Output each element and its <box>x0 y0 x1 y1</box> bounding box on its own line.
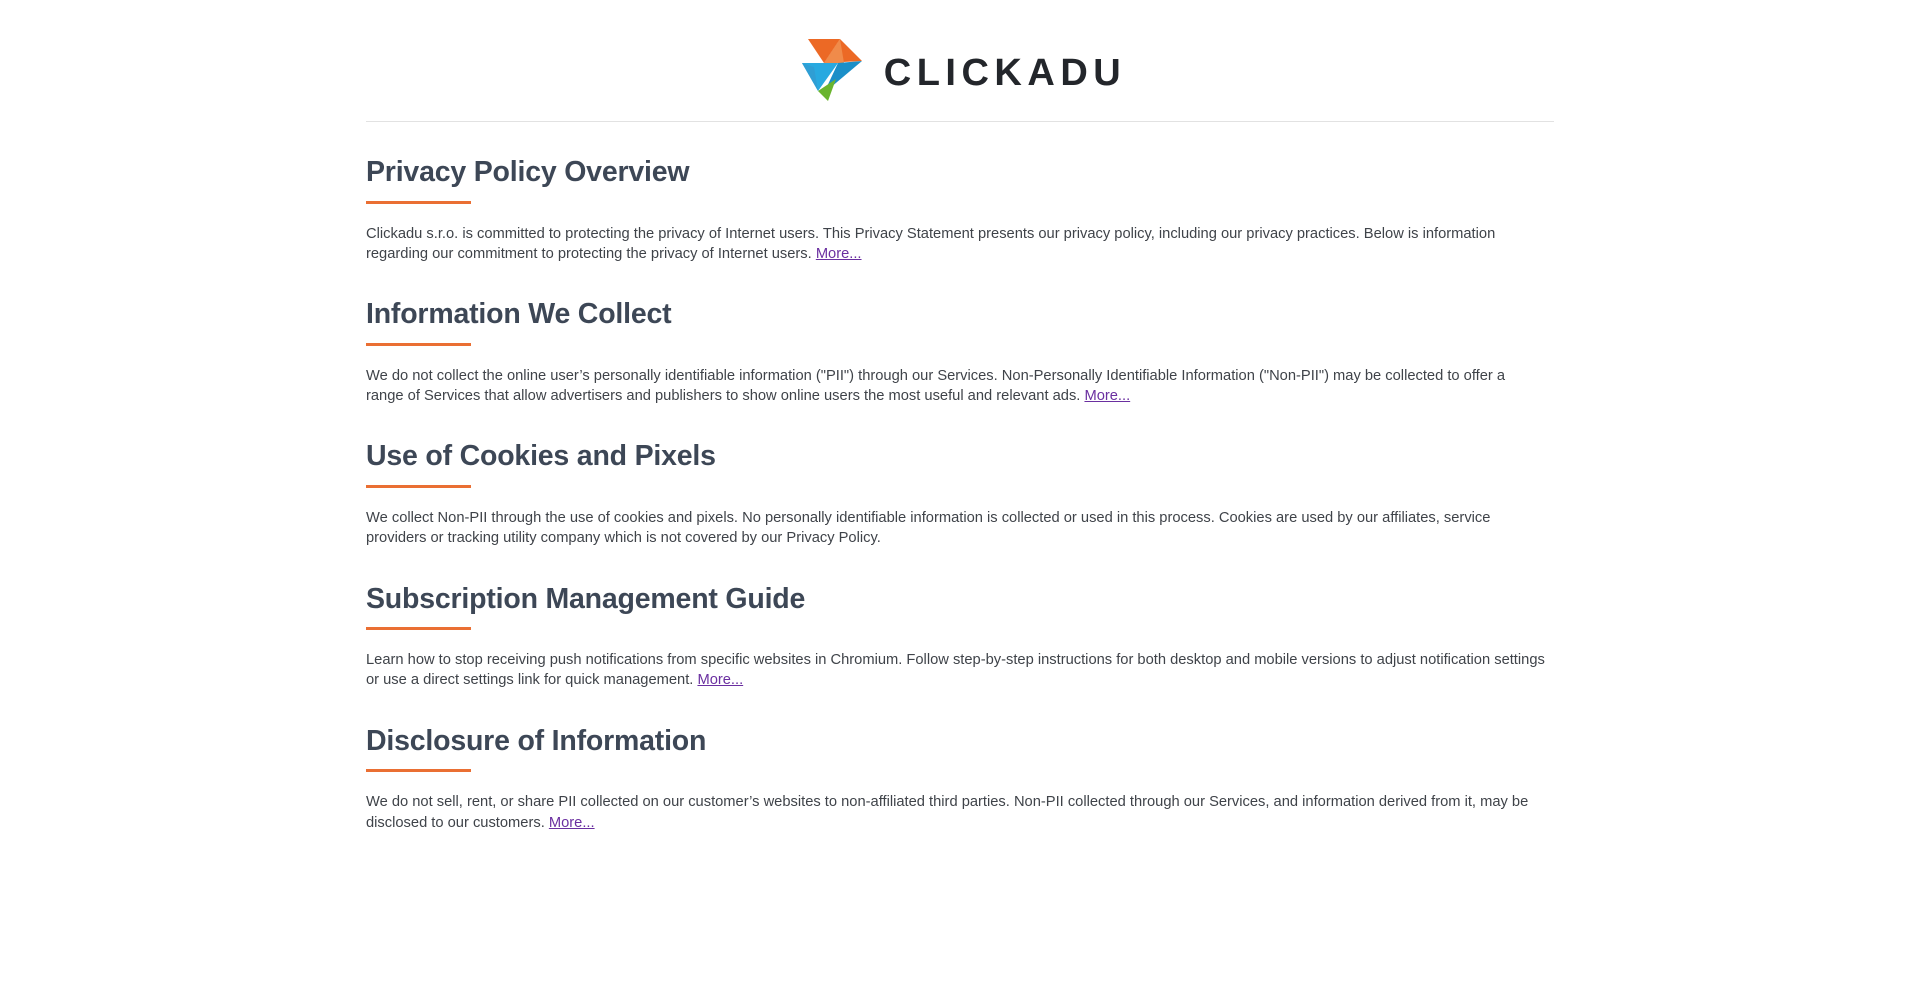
heading-underline <box>366 343 471 346</box>
section-information-we-collect <box>366 264 1554 406</box>
clickadu-wordmark: CLICKADU <box>883 51 1127 94</box>
section-body <box>366 224 1546 265</box>
heading-underline <box>366 627 471 630</box>
clickadu-logo-link[interactable] <box>794 33 1126 107</box>
more-link[interactable]: More... <box>548 814 595 831</box>
site-header <box>366 18 1554 122</box>
section-privacy-policy-overview <box>366 122 1554 264</box>
section-body-text: Clickadu s.r.o. is committed to protecting the privacy of Internet users. This Privacy Statement presents our privacy policy, including our privacy practices. Below is information regarding our commitment to protecting the privacy of Internet users. <box>366 225 1496 262</box>
bottom-spacer <box>366 833 1554 873</box>
section-body-text: We do not collect the online user’s personally identifiable information ("PII") through our Services. Non-Personally Identifiable Information ("Non-PII") may be collected to offer a range of Services that allow advertisers and publishers to show online users the most useful and relevant ads. <box>366 367 1506 405</box>
section-body <box>366 650 1546 691</box>
section-heading: Disclosure of Information <box>366 724 707 757</box>
more-link[interactable]: More... <box>697 672 744 689</box>
section-subscription-management-guide <box>366 549 1554 691</box>
section-body <box>366 792 1546 833</box>
section-heading: Use of Cookies and Pixels <box>366 440 716 473</box>
heading-underline <box>366 769 471 772</box>
section-body <box>366 508 1546 549</box>
section-disclosure-of-information <box>366 691 1554 833</box>
content-container <box>366 0 1554 873</box>
more-link[interactable]: More... <box>815 245 862 262</box>
section-heading: Subscription Management Guide <box>366 582 806 615</box>
heading-underline <box>366 485 471 488</box>
section-heading: Information We Collect <box>366 298 672 331</box>
section-heading: Privacy Policy Overview <box>366 156 690 188</box>
section-body <box>366 366 1546 407</box>
section-body-text: We do not sell, rent, or share PII collected on our customer’s websites to non-affiliated third parties. Non-PII collected through our Services, and information derived from it, may be disclosed to our customers. <box>366 794 1529 831</box>
section-use-of-cookies-and-pixels <box>366 406 1554 548</box>
section-body-text: We collect Non-PII through the use of cookies and pixels. No personally identifiable information is collected or used in this process. Cookies are used by our affiliates, service providers or tracking utility company which is not covered by our Privacy Policy. <box>366 510 1491 547</box>
section-body-text: Learn how to stop receiving push notifications from specific websites in Chromium. Follow step-by-step instructions for both desktop and mobile versions to adjust notification settings or use a direct settings link for quick management. <box>366 652 1545 689</box>
heading-underline <box>366 201 471 204</box>
more-link[interactable]: More... <box>1084 388 1131 405</box>
clickadu-arrow-logo-icon <box>794 33 868 107</box>
